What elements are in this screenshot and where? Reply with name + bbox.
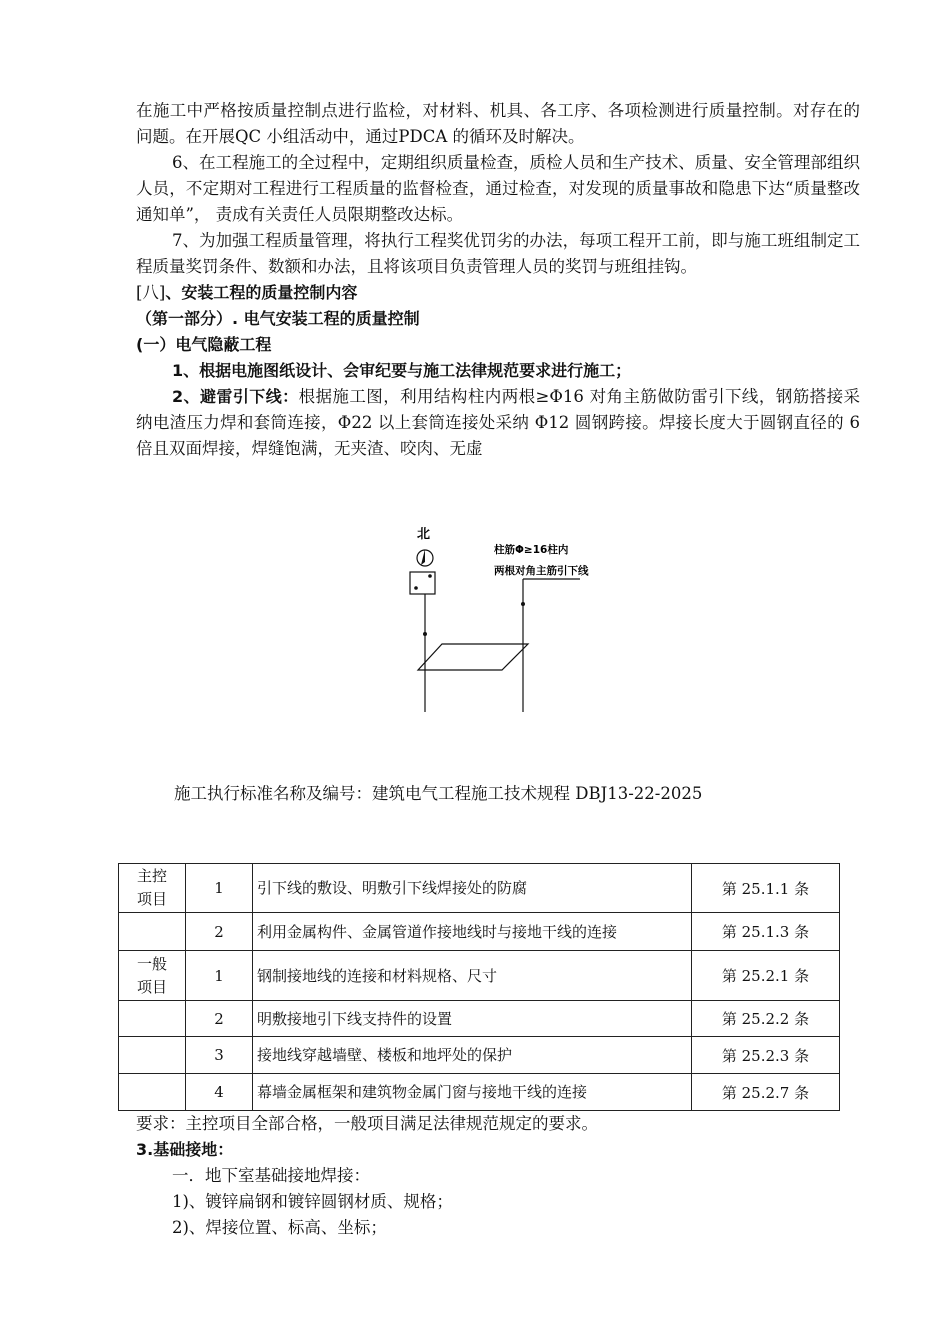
category-cell: 一般 项目 <box>119 951 186 1001</box>
diagram-label-line-1: 柱筋Φ≥16柱内 <box>494 544 569 556</box>
clause-cell: 第 25.2.3 条 <box>692 1037 840 1074</box>
number-cell: 1 <box>186 951 253 1001</box>
number-cell: 3 <box>186 1037 253 1074</box>
description-cell: 幕墙金属框架和建筑物金属门窗与接地干线的连接 <box>253 1074 692 1111</box>
category-cell <box>119 1001 186 1037</box>
heading-section-8 <box>136 280 860 306</box>
item-2-lightning-downlead <box>136 384 860 462</box>
document-body <box>136 98 860 462</box>
clause-cell: 第 25.2.7 条 <box>692 1074 840 1111</box>
paragraph-item-7: 7、为加强工程质量管理，将执行工程奖优罚劣的办法，每项工程开工前，即与施工班组制定工程质量奖罚条件、数额和办法，且将该项目负责管理人员的奖罚与班组挂钩。 <box>136 231 860 276</box>
category-cell: 主控 项目 <box>119 864 186 913</box>
table-row <box>119 1037 840 1074</box>
quality-inspection-table <box>118 863 840 1111</box>
clause-cell: 第 25.1.1 条 <box>692 864 840 913</box>
heading-section-8-text: 、安装工程的质量控制内容 <box>165 283 358 302</box>
downlead-node-right <box>521 602 525 606</box>
north-label: 北 <box>417 527 431 542</box>
category-cell <box>119 1074 186 1111</box>
number-cell: 2 <box>186 913 253 951</box>
column-rebar-1 <box>414 586 418 590</box>
heading-part-1: （第一部分）. 电气安装工程的质量控制 <box>136 309 420 328</box>
after-table-content <box>136 1111 860 1241</box>
clause-cell: 第 25.1.3 条 <box>692 913 840 951</box>
category-cell <box>119 913 186 951</box>
table-row <box>119 913 840 951</box>
heading-section-8-prefix: [八] <box>136 283 166 302</box>
item-2-label: 2、避雷引下线： <box>172 387 299 406</box>
downlead-node-left <box>423 632 427 636</box>
description-cell: 引下线的敷设、明敷引下线焊接处的防腐 <box>253 864 692 913</box>
item-2-text: 根据施工图，利用结构柱内两根≥Φ16 对角主筋做防雷引下线，钢筋搭接采纳电渣压力焊和套筒连接，Φ22 以上套筒连接处采纳 Φ12 圆钢跨接。焊接长度大于圆钢直径的 6 倍且双面焊接，焊缝饱满，无夹渣、咬肉、无虚 <box>136 387 860 458</box>
heading-electrical-concealed: (一）电气隐蔽工程 <box>136 335 272 354</box>
sub-item-position: 2)、焊接位置、标高、坐标； <box>172 1218 387 1237</box>
diagram-label-line-2: 两根对角主筋引下线 <box>494 565 589 577</box>
table-row <box>119 951 840 1001</box>
standard-reference: 施工执行标准名称及编号：建筑电气工程施工技术规程 DBJ13-22-2025 <box>174 784 703 803</box>
foundation-grounding-plane <box>418 644 528 670</box>
lightning-downlead-diagram <box>390 518 600 718</box>
requirement-line: 要求：主控项目全部合格，一般项目满足法律规范规定的要求。 <box>136 1114 598 1133</box>
table-row <box>119 1074 840 1111</box>
paragraph-quality-monitoring: 在施工中严格按质量控制点进行监检，对材料、机具、各工序、各项检测进行质量控制。对存在的问题。在开展QC 小组活动中，通过PDCA 的循环及时解决。 <box>136 101 860 146</box>
description-cell: 明敷接地引下线支持件的设置 <box>253 1001 692 1037</box>
number-cell: 4 <box>186 1074 253 1111</box>
paragraph-item-6: 6、在工程施工的全过程中，定期组织质量检查，质检人员和生产技术、质量、安全管理部组织人员，不定期对工程进行工程质量的监督检查，通过检查，对发现的质量事故和隐患下达“质量整改通知单”， 责成有关责任人员限期整改达标。 <box>136 153 860 224</box>
clause-cell: 第 25.2.1 条 <box>692 951 840 1001</box>
item-1-construction-basis: 1、根据电施图纸设计、会审纪要与施工法律规范要求进行施工； <box>172 361 632 380</box>
description-cell: 利用金属构件、金属管道作接地线时与接地干线的连接 <box>253 913 692 951</box>
description-cell: 钢制接地线的连接和材料规格、尺寸 <box>253 951 692 1001</box>
number-cell: 2 <box>186 1001 253 1037</box>
clause-cell: 第 25.2.2 条 <box>692 1001 840 1037</box>
sub-basement-welding: 一．地下室基础接地焊接： <box>172 1166 370 1185</box>
column-rebar-2 <box>428 574 432 578</box>
category-cell <box>119 1037 186 1074</box>
heading-foundation-grounding: 3.基础接地： <box>136 1140 234 1159</box>
number-cell: 1 <box>186 864 253 913</box>
table-row <box>119 1001 840 1037</box>
table-row <box>119 864 840 913</box>
sub-item-material: 1)、镀锌扁钢和镀锌圆钢材质、规格； <box>172 1192 453 1211</box>
description-cell: 接地线穿越墙壁、楼板和地坪处的保护 <box>253 1037 692 1074</box>
